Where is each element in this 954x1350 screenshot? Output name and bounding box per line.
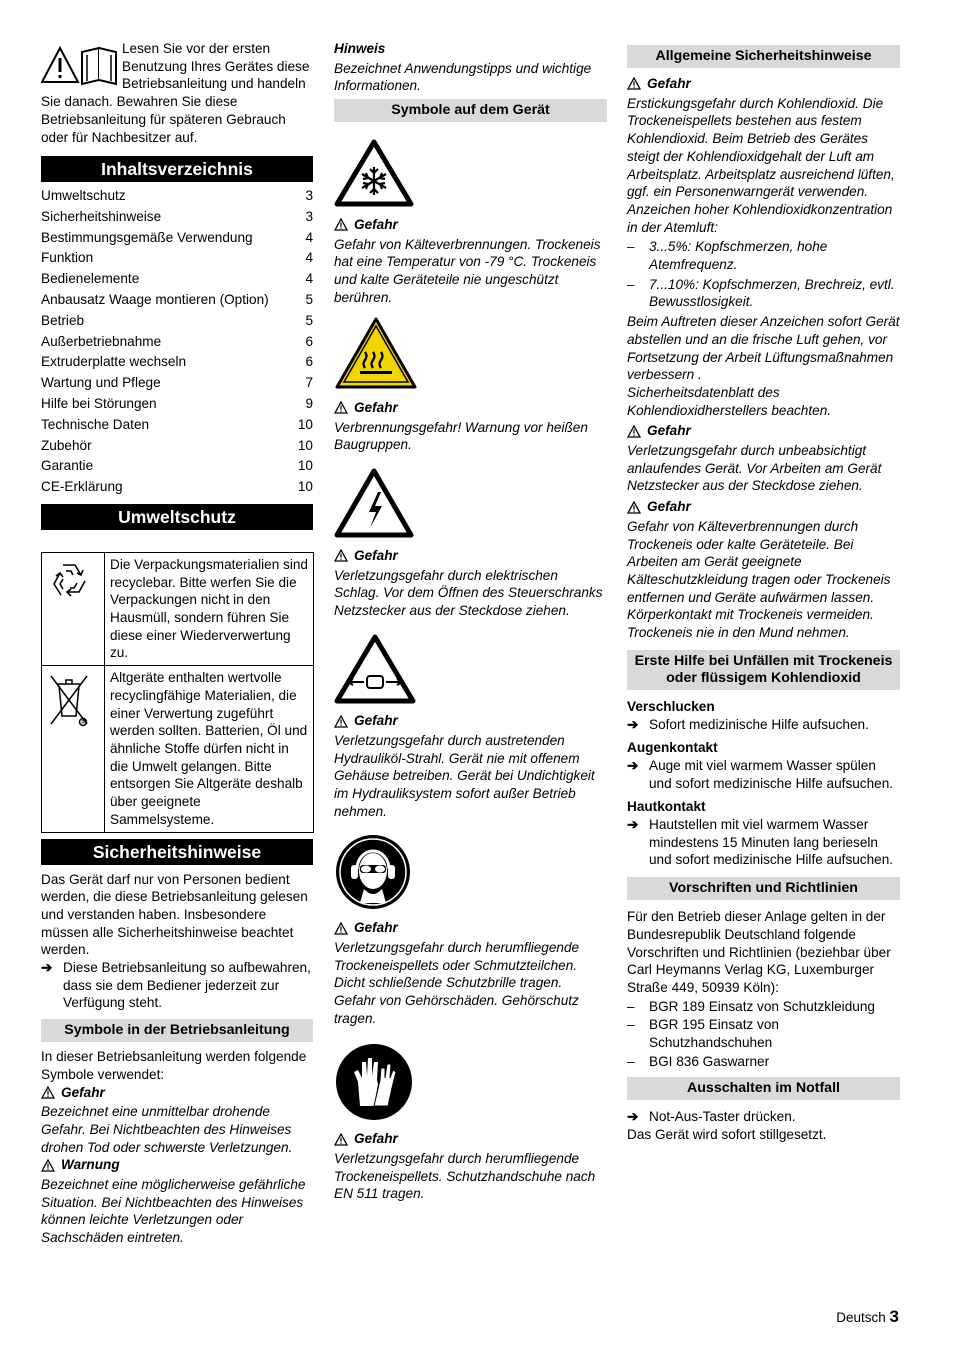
co2-sheet: Sicherheitsdatenblatt des Kohlendioxidherstellers beachten. xyxy=(627,384,832,418)
gloves-desc: Verletzungsgefahr durch herumfliegende Trockeneispellets. Schutzhandschuhe nach EN 511 tragen. xyxy=(334,1150,596,1202)
co2-dash-2: – 7...10%: Kopfschmerzen, Brechreiz, evtl. Bewusstlosigkeit. xyxy=(627,276,895,310)
vorschriften-text: Für den Betrieb dieser Anlage gelten in der Bundesrepublik Deutschland folgende Vorschriften und Richtlinien (beziehbar über Carl Heymanns Verlag KG, Luxemburger Straße 449, 50939 Köln): xyxy=(627,909,891,995)
toc-item-page: 5 xyxy=(305,291,313,307)
toc-item[interactable] xyxy=(41,394,313,415)
augen-heading: Augenkontakt xyxy=(627,740,718,756)
toc-item[interactable] xyxy=(41,186,313,207)
warning-triangle-icon xyxy=(334,218,348,231)
gloves-icon xyxy=(334,1042,414,1122)
hot-label: Gefahr xyxy=(334,399,607,417)
notfall-text: Das Gerät wird sofort stillgesetzt. xyxy=(627,1127,827,1143)
toc-item[interactable] xyxy=(41,269,313,290)
toc-item-label: Umweltschutz xyxy=(41,188,126,203)
environment-table xyxy=(41,552,314,833)
toc-item-page: 5 xyxy=(305,312,313,328)
arrow-icon: ➔ xyxy=(627,1109,639,1125)
allgemein-gefahr-label-3: Gefahr xyxy=(627,498,900,516)
table-row xyxy=(42,552,314,665)
toc-item[interactable] xyxy=(41,477,313,498)
toc-item-page: 10 xyxy=(297,416,313,432)
warning-triangle-icon xyxy=(334,1133,348,1146)
symbole-anleitung-title: Symbole in der Betriebsanleitung xyxy=(41,1019,313,1042)
intro-text: Lesen Sie vor der ersten Benutzung Ihres Gerätes diese Betriebsanleitung und handeln Sie danach. Bewahren Sie diese Betriebsanleitung für späteren Gebrauch oder für Nachbesitzer auf. xyxy=(41,41,310,145)
verschlucken-heading: Verschlucken xyxy=(627,698,715,714)
gefahr-label: Gefahr xyxy=(41,1084,313,1102)
symbol-electric xyxy=(334,468,607,543)
verschlucken-item: ➔ Sofort medizinische Hilfe aufsuchen. xyxy=(627,716,869,732)
oldappliance-text: Altgeräte enthalten wertvolle recyclingfähige Materialien, die einer Verwertung zugeführt werden sollten. Batterien, Öl und ähnliche Stoffe dürfen nicht in die Umwelt gelangen. Bitte entsorgen Sie Altgeräte deshalb über geeignete Sammelsysteme. xyxy=(105,666,314,832)
sicher-title: Sicherheitshinweise xyxy=(41,839,313,865)
toc-item-label: Sicherheitshinweise xyxy=(41,208,162,224)
co2-dash-1: – 3...5%: Kopfschmerzen, hohe Atemfrequenz. xyxy=(627,239,828,273)
cold-label: Gefahr xyxy=(334,216,607,234)
toc-item-label: Garantie xyxy=(41,458,94,474)
haut-item: ➔ Hautstellen mit viel warmem Wasser mindestens 15 Minuten lang berieseln und sofort medizinische Hilfe aufsuchen. xyxy=(627,817,894,868)
warning-triangle-icon xyxy=(41,1086,55,1099)
toc-item-page: 9 xyxy=(305,395,313,411)
toc-item-label: Extruderplatte wechseln xyxy=(41,354,187,370)
toc-item[interactable] xyxy=(41,228,313,249)
warning-triangle-icon xyxy=(627,77,641,90)
toc-item-label: Betrieb xyxy=(41,312,85,328)
goggles-desc: Verletzungsgefahr durch herumfliegende Trockeneispellets oder Schmutzteilchen. Dicht schließende Schutzbrille tragen. Gefahr von Gehörschäden. Gehörschutz tragen. xyxy=(334,939,580,1026)
arrow-icon: ➔ xyxy=(627,716,639,732)
cold-warning-icon xyxy=(334,139,414,207)
warning-triangle-icon xyxy=(41,1159,55,1172)
warning-triangle-icon xyxy=(627,425,641,438)
recycle-cell xyxy=(42,552,105,665)
crossed-bin-icon xyxy=(47,672,91,732)
augen-item: ➔ Auge mit viel warmem Wasser spülen und sofort medizinische Hilfe aufsuchen. xyxy=(627,757,894,791)
symbol-goggles xyxy=(334,833,607,916)
hinweis-desc: Bezeichnet Anwendungstipps und wichtige Informationen. xyxy=(334,60,592,94)
electric-shock-icon xyxy=(334,468,414,538)
toc-item-page: 4 xyxy=(305,229,313,245)
electric-desc: Verletzungsgefahr durch elektrischen Schlag. Vor dem Öffnen des Steuerschranks Netzstecker aus der Steckdose ziehen. xyxy=(334,567,603,618)
column-middle xyxy=(334,40,607,1203)
notfall-title: Ausschalten im Notfall xyxy=(627,1077,900,1100)
table-row xyxy=(42,666,314,832)
arrow-icon: ➔ xyxy=(41,960,53,976)
toc-item-label: Anbausatz Waage montieren (Option) xyxy=(41,291,269,307)
contact-text: Körperkontakt mit Trockeneis vermeiden. xyxy=(627,607,874,623)
toc-item-page: 7 xyxy=(305,375,313,391)
symbol-gloves xyxy=(334,1042,607,1127)
toc-item-page: 10 xyxy=(297,458,313,474)
hot-desc: Verbrennungsgefahr! Warnung vor heißen Baugruppen. xyxy=(334,419,588,453)
toc-item-page: 6 xyxy=(305,333,313,349)
toc-item[interactable] xyxy=(41,311,313,332)
toc-item-label: Bestimmungsgemäße Verwendung xyxy=(41,229,253,245)
toc-item-page: 4 xyxy=(305,250,313,266)
column-left xyxy=(41,40,313,1247)
toc-item-label: Wartung und Pflege xyxy=(41,375,161,391)
toc-item-page: 6 xyxy=(305,354,313,370)
warning-triangle-icon xyxy=(627,501,641,514)
recycle-icon xyxy=(47,559,91,603)
warning-triangle-icon xyxy=(334,715,348,728)
svg-text:R: R xyxy=(81,720,85,727)
arrow-icon: ➔ xyxy=(627,817,639,833)
symbol-cold xyxy=(334,139,607,212)
intro-block xyxy=(41,40,313,152)
toc-item[interactable] xyxy=(41,290,313,311)
sicher-arrow-item: ➔ Diese Betriebsanleitung so aufbewahren, dass sie dem Bediener jederzeit zur Verfügung steht. xyxy=(41,960,311,1011)
column-right xyxy=(627,45,900,1144)
toc-item-label: Funktion xyxy=(41,250,94,266)
allgemein-title: Allgemeine Sicherheitshinweise xyxy=(627,45,900,68)
gefahr-desc: Bezeichnet eine unmittelbar drohende Gefahr. Bei Nichtbeachten des Hinweises drohen Tod oder schwerste Verletzungen. xyxy=(41,1104,293,1155)
erste-hilfe-title: Erste Hilfe bei Unfällen mit Trockeneis oder flüssigem Kohlendioxid xyxy=(627,650,900,690)
notfall-item: ➔ Not-Aus-Taster drücken. xyxy=(627,1109,796,1125)
toc-item[interactable] xyxy=(41,352,313,373)
toc-item-label: Außerbetriebnahme xyxy=(41,333,162,349)
toc-item[interactable] xyxy=(41,436,313,457)
toc-item[interactable] xyxy=(41,332,313,353)
gloves-label: Gefahr xyxy=(334,1130,607,1148)
packaging-text: Die Verpackungsmaterialien sind recyclebar. Bitte werfen Sie die Verpackungen nicht in den Hausmüll, sondern führen Sie diese einer Wiederverwertung zu. xyxy=(105,552,314,665)
symbole-intro: In dieser Betriebsanleitung werden folgende Symbole verwendet: xyxy=(41,1049,307,1082)
vorschriften-title: Vorschriften und Richtlinien xyxy=(627,877,900,900)
warning-manual-icon xyxy=(41,46,121,86)
weee-cell xyxy=(42,666,105,832)
warning-triangle-icon xyxy=(334,401,348,414)
umwelt-title: Umweltschutz xyxy=(41,504,313,530)
toc-title: Inhaltsverzeichnis xyxy=(41,156,313,182)
page-footer xyxy=(836,1308,899,1327)
start-text: Verletzungsgefahr durch unbeabsichtigt anlaufendes Gerät. Vor Arbeiten am Gerät Netzstecker aus der Steckdose ziehen. xyxy=(627,443,882,494)
co2-action: Beim Auftreten dieser Anzeichen sofort Gerät abstellen und an die frische Luft gehen, vor Fortsetzung der Arbeit Lüftungsmaßnahmen verbessern . xyxy=(627,314,900,383)
toc-item-label: Bedienelemente xyxy=(41,271,140,287)
warnung-label: Warnung xyxy=(41,1156,313,1174)
cold-desc: Gefahr von Kälteverbrennungen. Trockeneis hat eine Temperatur von -79 °C. Trockeneis und kalte Geräteteile nie ungeschützt berühren. xyxy=(334,236,601,305)
arrow-icon: ➔ xyxy=(627,757,639,773)
toc-item-label: Technische Daten xyxy=(41,416,150,432)
sicher-text: Das Gerät darf nur von Personen bedient werden, die diese Betriebsanleitung gelesen und verstanden haben. Insbesondere müssen alle Sicherheitshinweise beachtet werden. xyxy=(41,871,308,958)
vorschrift-item: – BGR 195 Einsatz von Schutzhandschuhen xyxy=(627,1017,779,1051)
toc-item-page: 10 xyxy=(297,437,313,453)
goggles-earmuffs-icon xyxy=(334,833,412,911)
allgemein-gefahr-label-1: Gefahr xyxy=(627,75,900,93)
toc-item-page: 3 xyxy=(305,208,313,224)
page-number: 3 xyxy=(889,1307,899,1326)
cold-text: Gefahr von Kälteverbrennungen durch Trockeneis oder kalte Geräteteile. Bei Arbeiten am Gerät geeignete Kälteschutzkleidung tragen oder Trockeneis entfernen und Geräte aufwärmen lassen. xyxy=(627,518,891,605)
symbole-geraet-title: Symbole auf dem Gerät xyxy=(334,99,607,122)
warning-triangle-icon xyxy=(334,922,348,935)
toc-item-label: CE-Erklärung xyxy=(41,479,123,495)
electric-label: Gefahr xyxy=(334,547,607,565)
warning-triangle-icon xyxy=(334,549,348,562)
co2-signs: Anzeichen hoher Kohlendioxidkonzentration in der Atemluft: xyxy=(627,201,893,235)
allgemein-gefahr-label-2: Gefahr xyxy=(627,422,900,440)
hydraulic-desc: Verletzungsgefahr durch austretenden Hydrauliköl-Strahl. Gerät nie mit offenem Gehäuse betreiben. Gerät bei Undichtigkeit im Hydrauliksystem sofort außer Betrieb nehmen. xyxy=(334,733,595,819)
toc-item-label: Zubehör xyxy=(41,437,92,453)
toc-item-page: 10 xyxy=(297,479,313,495)
hinweis-label: Hinweis xyxy=(334,41,386,56)
mouth-text: Trockeneis nie in den Mund nehmen. xyxy=(627,625,850,641)
hydraulic-jet-icon xyxy=(334,634,416,704)
toc-item[interactable] xyxy=(41,373,313,394)
toc-item-page: 4 xyxy=(305,271,313,287)
toc-item[interactable] xyxy=(41,248,313,269)
toc-item-label: Hilfe bei Störungen xyxy=(41,395,157,411)
vorschrift-item: – BGR 189 Einsatz von Schutzkleidung xyxy=(627,998,875,1014)
goggles-label: Gefahr xyxy=(334,919,607,937)
warnung-desc: Bezeichnet eine möglicherweise gefährliche Situation. Bei Nichtbeachten des Hinweises können leichte Verletzungen oder Sachschäden eintreten. xyxy=(41,1177,306,1246)
toc-item-page: 3 xyxy=(305,188,313,203)
footer-language: Deutsch xyxy=(836,1310,886,1325)
toc-list xyxy=(41,186,313,498)
hydraulic-label: Gefahr xyxy=(334,712,607,730)
co2-text: Erstickungsgefahr durch Kohlendioxid. Die Trockeneispellets bestehen aus festem Kohlendioxid. Beim Betrieb des Gerätes steigt der Kohlendioxidgehalt der Luft am Arbeitsplatz. Arbeitsplatz ausreichend lüften, ggf. ein Personenwarngerät verwenden. xyxy=(627,95,895,200)
haut-heading: Hautkontakt xyxy=(627,799,706,815)
symbol-hydraulic xyxy=(334,634,607,709)
toc-item[interactable] xyxy=(41,456,313,477)
toc-item[interactable] xyxy=(41,207,313,228)
symbol-hot xyxy=(334,316,607,395)
vorschrift-item: – BGI 836 Gaswarner xyxy=(627,1053,770,1069)
hot-surface-icon xyxy=(334,316,418,390)
toc-item[interactable] xyxy=(41,415,313,436)
